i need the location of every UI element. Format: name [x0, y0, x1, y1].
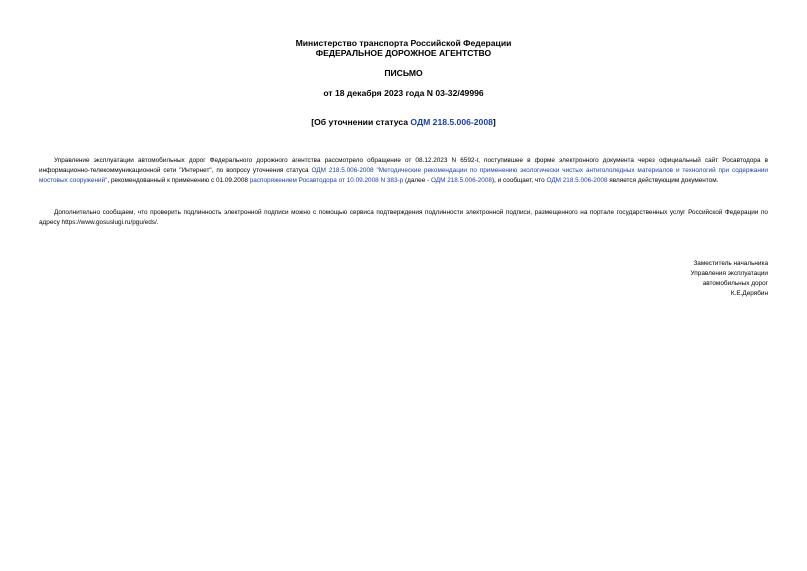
subject-odm-link[interactable]: ОДМ 218.5.006-2008 [410, 117, 493, 127]
odm-methodical-recommendations-link[interactable]: ОДМ 218.5.006-2008 "Методические рекомендации по применению экологически чистых антигололедных материалов и технологий при содержании мостовых сооружений" [39, 167, 768, 184]
p1-text-2: , рекомендованный к применению с 01.09.2008 [107, 177, 250, 184]
p1-text-5: является действующим документом. [607, 177, 719, 184]
signature-position-line-1: Заместитель начальника [693, 260, 768, 267]
subject-prefix: [Об уточнении статуса [311, 117, 411, 127]
document-subject [0, 117, 807, 127]
rosavtodor-order-link[interactable]: распоряжением Росавтодора от 10.09.2008 N 383-р [249, 177, 404, 184]
signature-block [691, 259, 768, 299]
signature-name: К.Е.Дерябин [730, 290, 768, 297]
signature-position-line-2: Управления эксплуатации [690, 270, 768, 277]
signature-position-line-3: автомобильных дорог [702, 280, 768, 287]
p1-text-4: ), и сообщает, что [491, 177, 547, 184]
p1-text-3: (далее - [403, 177, 431, 184]
p1-text-1: Управление эксплуатации автомобильных дорог Федерального дорожного агентства рассмотрело обращение от 08.12.2023 N 6592-г, поступившее в форме электронного документа через официальный сайт Росавтодора в информационно-телекоммуникационной сети "Интернет", по вопросу уточнения статуса [39, 157, 768, 174]
odm-link-2[interactable]: ОДМ 218.5.006-2008 [430, 177, 492, 184]
agency-name: ФЕДЕРАЛЬНОЕ ДОРОЖНОЕ АГЕНТСТВО [315, 48, 492, 58]
paragraph-1 [39, 156, 768, 186]
subject-suffix: ] [492, 117, 496, 127]
ministry-name: Министерство транспорта Российской Федерации [295, 38, 512, 48]
document-type: ПИСЬМО [384, 68, 423, 78]
paragraph-2: Дополнительно сообщаем, что проверить подлинность электронной подписи можно с помощью сервиса подтверждения подлинности электронной подписи, размещенного на портале государственных услуг Российской Федерации по адресу https://www.gosuslugi.ru/pgu/eds/. [39, 209, 768, 226]
document-date-number: от 18 декабря 2023 года N 03-32/49996 [323, 88, 484, 98]
odm-link-3[interactable]: ОДМ 218.5.006-2008 [546, 177, 608, 184]
